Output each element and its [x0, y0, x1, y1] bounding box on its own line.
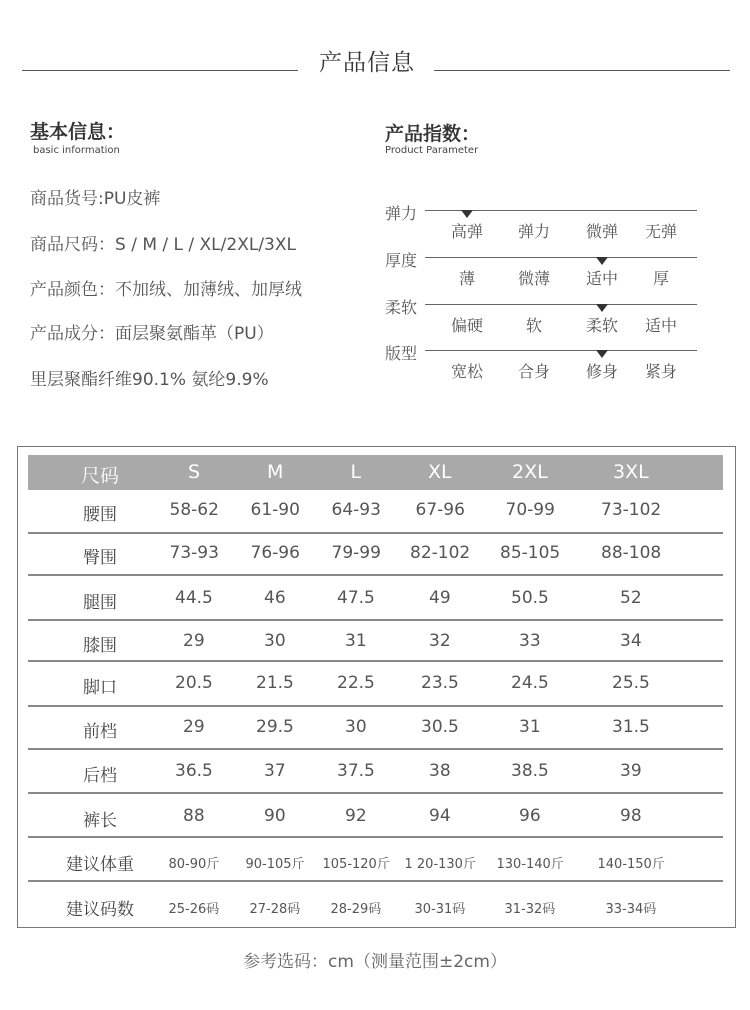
param-option: 合身: [517, 362, 550, 381]
table-cell: 90-105斤: [245, 857, 305, 872]
param-option: 薄: [458, 269, 475, 288]
info-item-sizes: 商品尺码：S / M / L / XL/2XL/3XL: [30, 235, 296, 255]
param-option: 紧身: [644, 362, 677, 381]
param-label: 弹力: [385, 204, 418, 223]
table-cell: 36.5: [175, 761, 213, 781]
table-cell: 32: [429, 631, 451, 651]
table-row-label: 建议码数: [66, 900, 134, 920]
table-cell: 105-120斤: [322, 857, 390, 872]
title-rule-right: [434, 70, 730, 71]
param-scale-line: [425, 257, 697, 258]
table-row-label: 裤长: [83, 811, 117, 831]
table-cell: 31.5: [612, 717, 650, 737]
param-scale-line: [425, 304, 697, 305]
param-selected-marker-icon: [461, 210, 473, 218]
table-cell: 52: [620, 588, 642, 608]
param-label: 厚度: [385, 251, 418, 270]
page-title: 产品信息: [319, 50, 415, 76]
param-option: 高弹: [450, 222, 483, 241]
table-cell: 29: [183, 717, 205, 737]
table-cell: 73-93: [169, 543, 219, 563]
table-row-divider: [28, 574, 723, 576]
table-cell: 38.5: [511, 761, 549, 781]
param-option: 偏硬: [450, 316, 483, 335]
table-row-label: 前档: [83, 722, 117, 742]
table-cell: 25.5: [612, 673, 650, 693]
table-cell: 80-90斤: [168, 857, 220, 872]
table-cell: 73-102: [601, 500, 662, 520]
table-header-cell: 3XL: [613, 461, 649, 483]
table-cell: 88-108: [601, 543, 662, 563]
basic-info-subheading: basic information: [33, 145, 120, 156]
table-cell: 46: [264, 588, 286, 608]
param-option: 厚: [652, 269, 669, 288]
table-cell: 37: [264, 761, 286, 781]
table-cell: 30: [264, 631, 286, 651]
param-option: 适中: [585, 269, 618, 288]
table-cell: 28-29码: [330, 902, 382, 917]
table-cell: 29: [183, 631, 205, 651]
table-cell: 79-99: [331, 543, 381, 563]
table-cell: 67-96: [415, 500, 465, 520]
table-header-cell: M: [267, 461, 284, 483]
table-cell: 140-150斤: [597, 857, 665, 872]
table-cell: 47.5: [337, 588, 375, 608]
param-option: 无弹: [644, 222, 677, 241]
table-cell: 22.5: [337, 673, 375, 693]
param-selected-marker-icon: [596, 304, 608, 312]
table-cell: 33: [519, 631, 541, 651]
table-cell: 88: [183, 806, 205, 826]
param-label: 柔软: [385, 298, 418, 317]
table-row-divider: [28, 836, 723, 838]
param-scale-line: [425, 350, 697, 351]
table-cell: 34: [620, 631, 642, 651]
table-cell: 1 20-130斤: [404, 857, 476, 872]
table-cell: 96: [519, 806, 541, 826]
param-selected-marker-icon: [596, 350, 608, 358]
table-cell: 29.5: [256, 717, 294, 737]
table-cell: 90: [264, 806, 286, 826]
table-cell: 58-62: [169, 500, 219, 520]
table-row-divider: [28, 705, 723, 707]
table-cell: 38: [429, 761, 451, 781]
table-cell: 70-99: [505, 500, 555, 520]
param-option: 软: [525, 316, 542, 335]
table-header-cell: L: [350, 461, 362, 483]
info-item-code: 商品货号:PU皮裤: [30, 189, 161, 209]
table-cell: 49: [429, 588, 451, 608]
table-row-divider: [28, 660, 723, 662]
param-selected-marker-icon: [596, 257, 608, 265]
table-cell: 98: [620, 806, 642, 826]
table-row-label: 脚口: [83, 678, 117, 698]
table-cell: 27-28码: [249, 902, 301, 917]
table-cell: 30.5: [421, 717, 459, 737]
param-heading: 产品指数：: [385, 123, 481, 145]
table-cell: 94: [429, 806, 451, 826]
table-cell: 23.5: [421, 673, 459, 693]
table-row-divider: [28, 792, 723, 794]
table-cell: 44.5: [175, 588, 213, 608]
table-cell: 92: [345, 806, 367, 826]
table-cell: 64-93: [331, 500, 381, 520]
table-header-cell: 2XL: [512, 461, 548, 483]
table-cell: 37.5: [337, 761, 375, 781]
param-option: 修身: [585, 362, 618, 381]
table-cell: 82-102: [410, 543, 471, 563]
table-cell: 20.5: [175, 673, 213, 693]
size-footnote: 参考选码：cm（测量范围±2cm）: [243, 952, 507, 972]
table-cell: 31: [345, 631, 367, 651]
info-item-material-inner: 里层聚酯纤维90.1% 氨纶9.9%: [30, 370, 269, 390]
table-cell: 31: [519, 717, 541, 737]
table-row-label: 建议体重: [66, 855, 134, 875]
table-row-divider: [28, 748, 723, 750]
table-cell: 30-31码: [414, 902, 466, 917]
table-cell: 76-96: [250, 543, 300, 563]
param-label: 版型: [385, 344, 418, 363]
table-row-divider: [28, 880, 723, 882]
table-row-label: 膝围: [83, 636, 117, 656]
basic-info-heading: 基本信息：: [30, 121, 126, 143]
table-row-divider: [28, 619, 723, 621]
info-item-colors: 产品颜色：不加绒、加薄绒、加厚绒: [30, 280, 302, 300]
table-header-cell: S: [188, 461, 201, 483]
table-header-cell: XL: [428, 461, 452, 483]
table-row-label: 腰围: [83, 505, 117, 525]
title-rule-left: [22, 70, 298, 71]
table-cell: 21.5: [256, 673, 294, 693]
table-header-cell: 尺码: [81, 465, 120, 487]
param-option: 弹力: [517, 222, 550, 241]
param-option: 微薄: [517, 269, 550, 288]
table-cell: 24.5: [511, 673, 549, 693]
table-cell: 39: [620, 761, 642, 781]
table-cell: 50.5: [511, 588, 549, 608]
table-cell: 30: [345, 717, 367, 737]
table-cell: 85-105: [500, 543, 561, 563]
table-row-label: 腿围: [83, 593, 117, 613]
table-cell: 25-26码: [168, 902, 220, 917]
table-cell: 130-140斤: [496, 857, 564, 872]
table-row-label: 后档: [83, 766, 117, 786]
info-item-material-outer: 产品成分：面层聚氨酯革（PU）: [30, 324, 274, 344]
param-option: 微弹: [585, 222, 618, 241]
param-option: 宽松: [450, 362, 483, 381]
table-cell: 61-90: [250, 500, 300, 520]
table-cell: 31-32码: [504, 902, 556, 917]
table-row-divider: [28, 532, 723, 534]
param-subheading: Product Parameter: [385, 145, 479, 156]
table-row-label: 臀围: [83, 548, 117, 568]
param-option: 适中: [644, 316, 677, 335]
table-cell: 33-34码: [605, 902, 657, 917]
param-option: 柔软: [585, 316, 618, 335]
